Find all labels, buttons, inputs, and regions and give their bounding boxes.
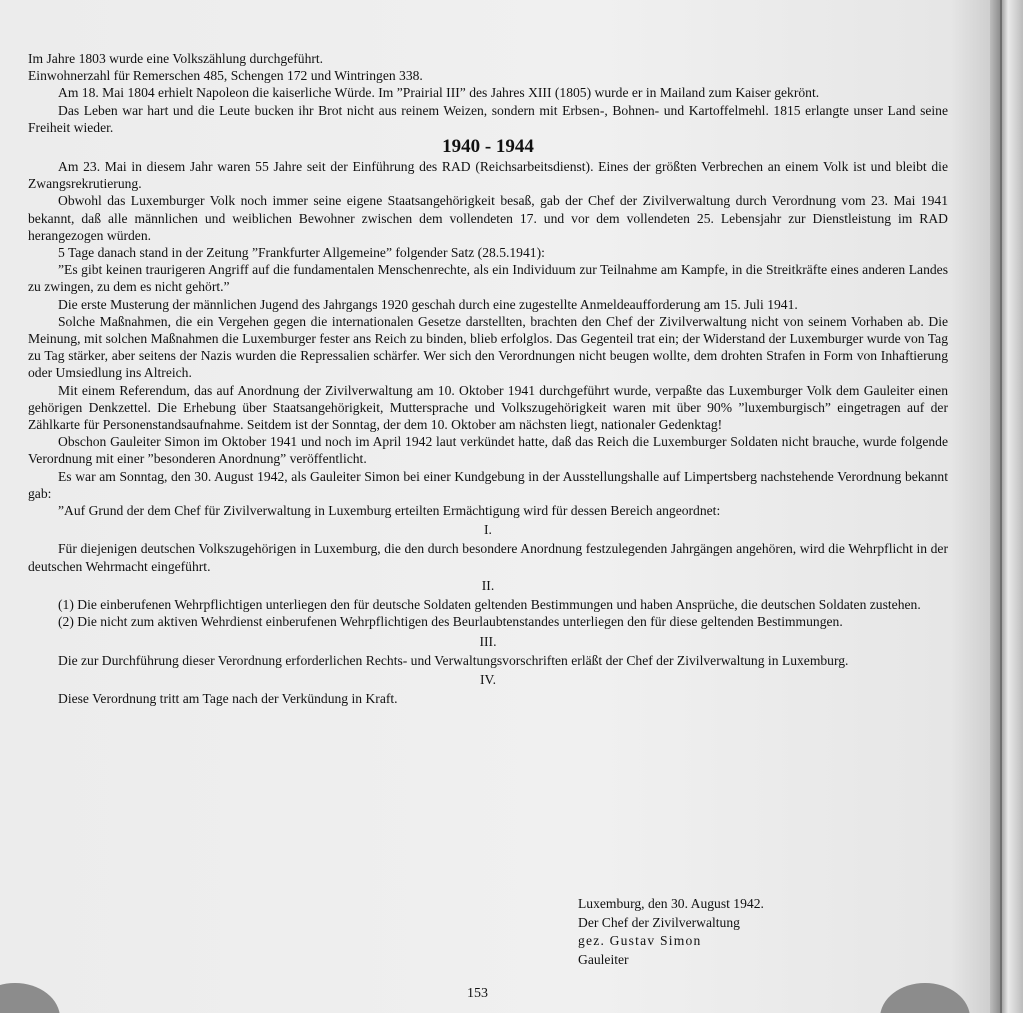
paragraph: Am 23. Mai in diesem Jahr waren 55 Jahre seit der Einführung des RAD (Reichsarbeitsdienst). Eines der größten Verbrechen an einem Volk ist und bleibt die Zwangsrekrutierung.: [28, 159, 948, 192]
paragraph: Solche Maßnahmen, die ein Vergehen gegen die internationalen Gesetze darstellten, brachten den Chef der Zivilverwaltung nicht von seinem Vorhaben ab. Die Meinung, mit solchen Maßnahmen die Luxemburger fester ans Reich zu binden, blieb erfolglos. Das Gegenteil trat ein; der Widerstand der Luxemburger wurde von Tag zu Tag stärker, aber seitens der Nazis wurden die Repressalien schärfer. Wer sich den Verordnungen nicht beugen wollte, dem drohten Strafen in Form von Inhaftierung oder Umsiedlung ins Altreich.: [28, 313, 948, 381]
decree-article: Diese Verordnung tritt am Tage nach der Verkündung in Kraft.: [58, 691, 398, 707]
paragraph: Die erste Musterung der männlichen Jugend des Jahrgangs 1920 geschah durch eine zugestellte Anmeldeaufforderung am 15. Juli 1941.: [58, 296, 798, 312]
decree-article: (1) Die einberufenen Wehrpflichtigen unterliegen den für deutsche Soldaten geltenden Bestimmungen und haben Ansprüche, die deutschen Soldaten zustehen.: [58, 597, 921, 613]
paragraph: Im Jahre 1803 wurde eine Volkszählung durchgeführt.: [28, 51, 324, 66]
decree-article: (2) Die nicht zum aktiven Wehrdienst einberufenen Wehrpflichtigen des Beurlaubtenstandes unterliegen den für diese geltenden Bestimmungen.: [58, 614, 843, 630]
quote: ”Es gibt keinen traurigeren Angriff auf die fundamentalen Menschenrechte, als ein Individuum zur Teilnahme am Kampfe, in die Streitkräfte eines anderen Landes zu zwingen, zu dem es nicht gehört.”: [28, 262, 948, 295]
signature-block: [578, 895, 764, 969]
paragraph: Es war am Sonntag, den 30. August 1942, als Gauleiter Simon bei einer Kundgebung in der Ausstellungshalle auf Limpertsberg nachstehende Verordnung bekannt gab:: [28, 468, 948, 501]
decree-intro: ”Auf Grund der dem Chef für Zivilverwaltung in Luxemburg erteilten Ermächtigung wird für dessen Bereich angeordnet:: [58, 503, 721, 519]
paragraph: Am 18. Mai 1804 erhielt Napoleon die kaiserliche Würde. Im ”Prairial III” des Jahres XIII (1805) wurde er in Mailand zum Kaiser gekrönt.: [58, 85, 820, 101]
article-number: I.: [484, 522, 492, 538]
signature-name: gez. Gustav Simon: [578, 933, 702, 948]
page-number: 153: [467, 986, 488, 1001]
article-number: II.: [481, 577, 495, 593]
paragraph: Obwohl das Luxemburger Volk noch immer seine eigene Staatsangehörigkeit besaß, gab der Chef der Zivilverwaltung durch Verordnung vom 23. Mai 1941 bekannt, daß alle männlichen und weiblichen Bewohner zwischen dem vollendeten 17. und vor dem vollendeten 25. Lebensjahr zur Dienstleistung im RAD herangezogen würden.: [28, 193, 948, 243]
section-title: 1940 - 1944: [442, 136, 534, 158]
article-number: III.: [479, 633, 497, 649]
paragraph: Das Leben war hart und die Leute bucken ihr Brot nicht aus reinem Weizen, sondern mit Erbsen-, Bohnen- und Kartoffelmehl. 1815 erlangte unser Land seine Freiheit wieder.: [28, 102, 948, 135]
decree-article: Die zur Durchführung dieser Verordnung erforderlichen Rechts- und Verwaltungsvorschriften erläßt der Chef der Zivilverwaltung in Luxemburg.: [58, 652, 849, 668]
book-gutter: [990, 0, 1023, 1013]
signature-role: Gauleiter: [578, 951, 629, 967]
page-edge: [1000, 0, 1002, 1013]
paragraph: Einwohnerzahl für Remerschen 485, Schengen 172 und Wintringen 338.: [28, 68, 423, 84]
decree-article: Für diejenigen deutschen Volkszugehörigen in Luxemburg, die den durch besondere Anordnung festzulegenden Jahrgängen angehören, wird die Wehrpflicht in der deutschen Wehrmacht eingeführt.: [28, 541, 948, 574]
signature-date: Luxemburg, den 30. August 1942.: [578, 896, 764, 911]
scan-corner-shadow: [0, 983, 60, 1013]
paragraph: Mit einem Referendum, das auf Anordnung der Zivilverwaltung am 10. Oktober 1941 durchgeführt wurde, verpaßte das Luxemburger Volk dem Gauleiter einen gehörigen Denkzettel. Die Erhebung über Staatsangehörigkeit, Muttersprache und Volkszugehörigkeit waren mit über 90% ”luxemburgisch” eingetragen auf der Zählkarte für Personenstandsaufnahme. Seitdem ist der Sonntag, der dem 10. Oktober am nächsten liegt, nationaler Gedenktag!: [28, 382, 948, 433]
paragraph: Obschon Gauleiter Simon im Oktober 1941 und noch im April 1942 laut verkündet hatte, daß das Reich die Luxemburger Soldaten nicht brauche, wurde folgende Verordnung mit einer ”besonderen Anordnung” veröffentlicht.: [28, 434, 948, 467]
paragraph: 5 Tage danach stand in der Zeitung ”Frankfurter Allgemeine” folgender Satz (28.5.1941):: [58, 245, 545, 261]
scan-corner-shadow: [880, 983, 970, 1013]
signature-title: Der Chef der Zivilverwaltung: [578, 914, 740, 930]
article-number: IV.: [480, 671, 496, 687]
document-body: [28, 50, 948, 707]
